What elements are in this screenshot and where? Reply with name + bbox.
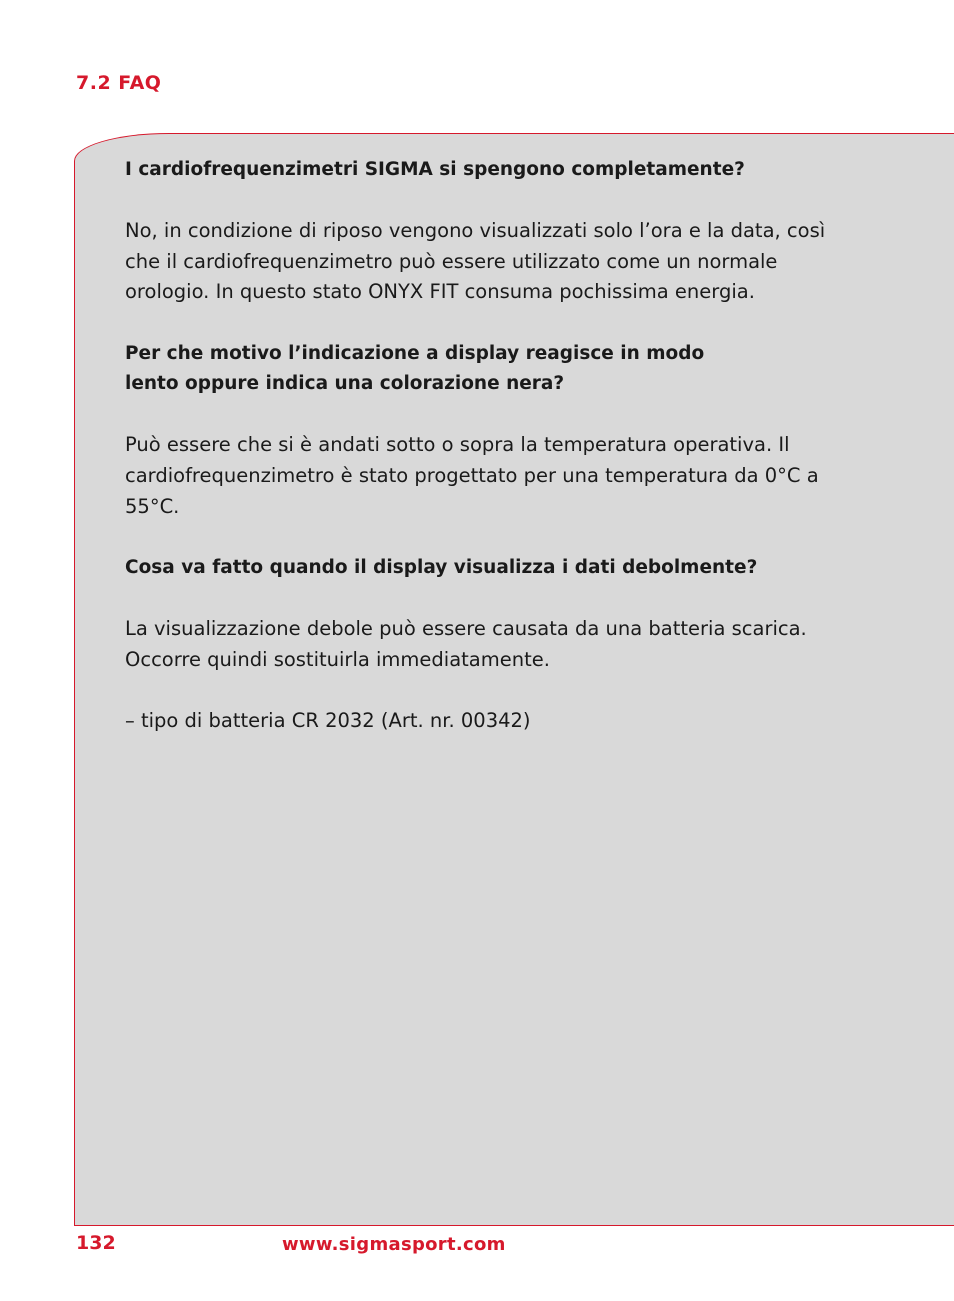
battery-note: – tipo di batteria CR 2032 (Art. nr. 00342) (125, 708, 531, 732)
page-number: 132 (76, 1232, 116, 1254)
faq-question-3: Cosa va fatto quando il display visualizza i dati debolmente? (125, 556, 758, 578)
section-title: 7.2 FAQ (76, 72, 162, 94)
faq-answer-3: La visualizzazione debole può essere causata da una batteria scarica. Occorre quindi sostituirla immediatamente. (125, 616, 807, 671)
faq-question-2-line-1: Per che motivo l’indicazione a display reagisce in modo (125, 342, 705, 364)
faq-answer-1: No, in condizione di riposo vengono visualizzati solo l’ora e la data, così che il cardiofrequenzimetro può essere utilizzato come un normale orologio. In questo stato ONYX FIT consuma pochissima energia. (125, 219, 826, 304)
faq-question-2 (125, 339, 865, 400)
faq-answer-2: Può essere che si è andati sotto o sopra la temperatura operativa. Il cardiofrequenzimetro è stato progettato per una temperatura da 0°C a 55°C. (125, 433, 819, 518)
faq-question-2-line-2: lento oppure indica una colorazione nera? (125, 373, 565, 395)
faq-question-1: I cardiofrequenzimetri SIGMA si spengono completamente? (125, 159, 745, 180)
website-link[interactable]: www.sigmasport.com (282, 1234, 506, 1255)
faq-content (125, 155, 865, 767)
